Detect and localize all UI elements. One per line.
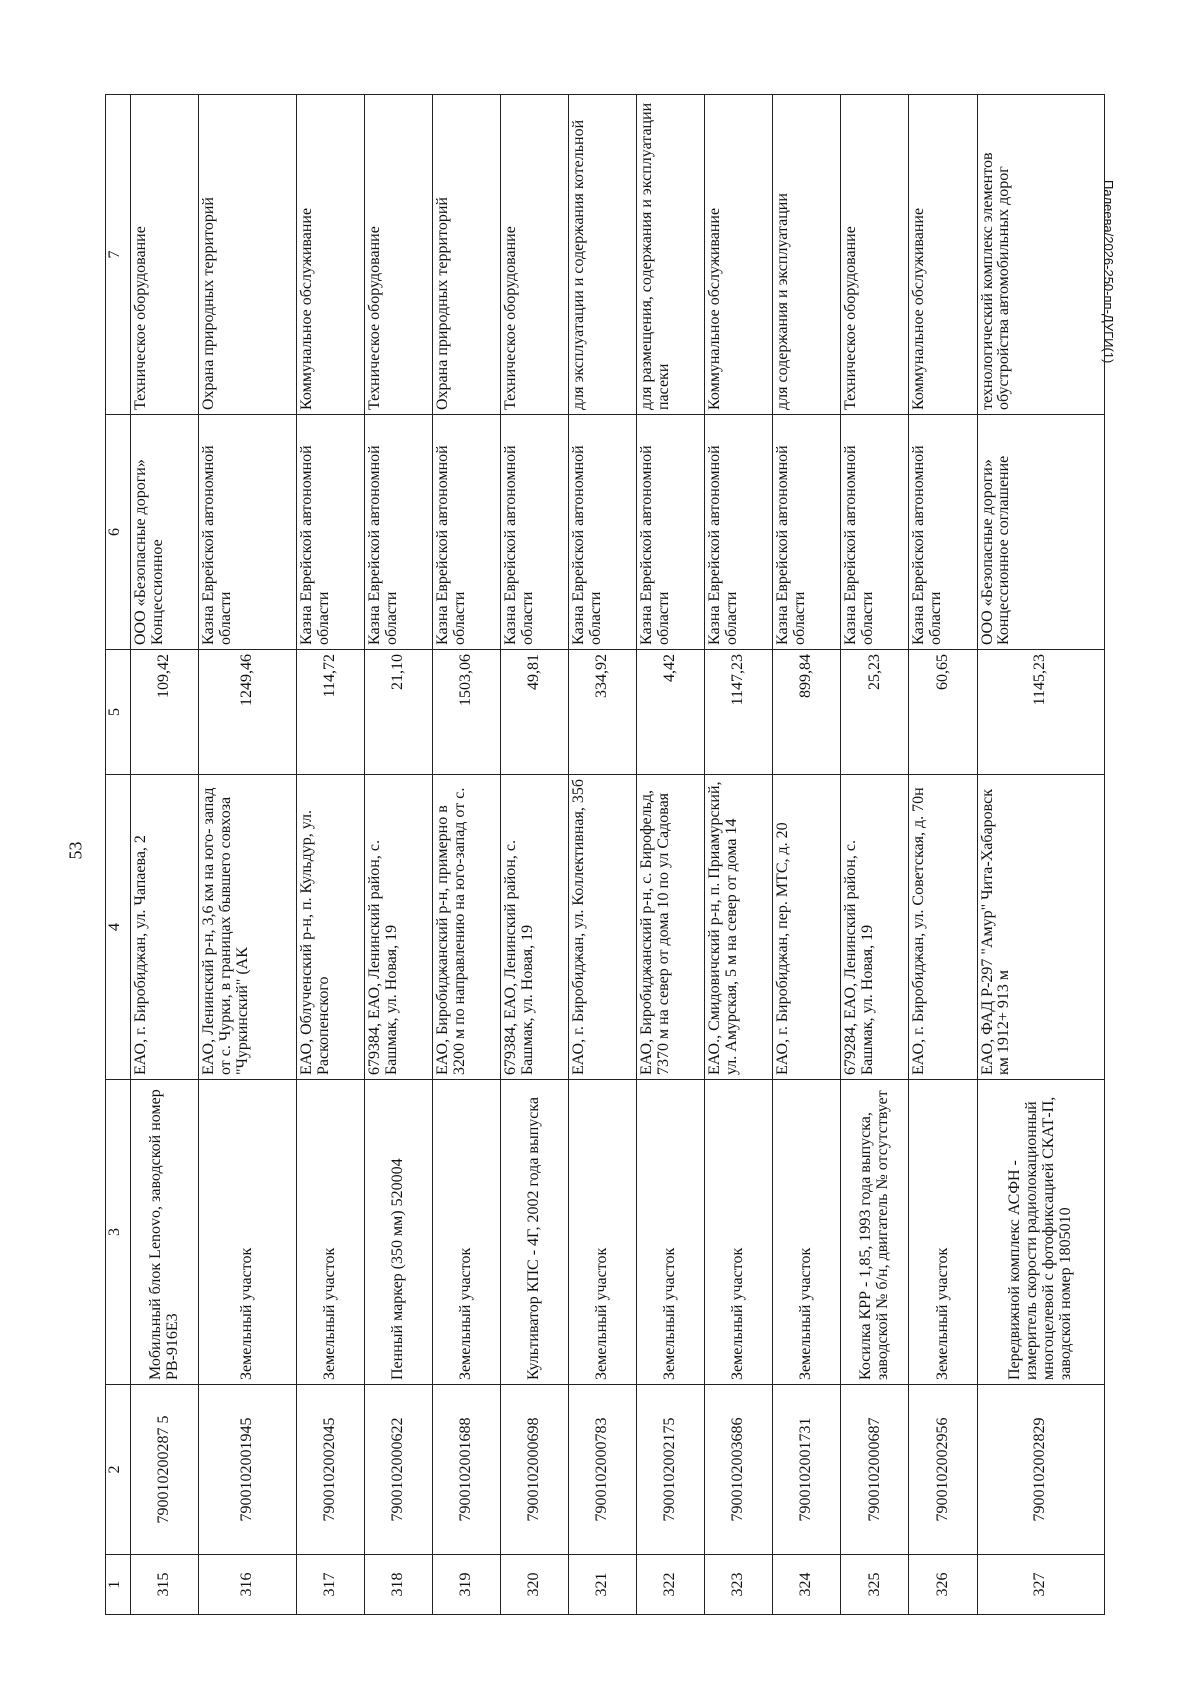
table-row	[296, 95, 364, 1615]
purpose-cell: для размещения, содержания и эксплуатации пасеки	[637, 95, 705, 415]
purpose-cell: Техническое оборудование	[501, 95, 569, 415]
page-number: 53	[65, 841, 86, 860]
object-name-cell: Пенный маркер (350 мм) 520004	[364, 1080, 432, 1385]
value-cell: 25,23	[841, 650, 909, 775]
object-name-cell: Косилка КРР - 1,85, 1993 года выпуска, заводской № б/н, двигатель № отсутствует	[841, 1080, 909, 1385]
object-name-cell: Мобильный блок Lenovo, заводской номер PB-916E3	[131, 1080, 199, 1385]
object-name-cell: Земельный участок	[432, 1080, 500, 1385]
table-row	[637, 95, 705, 1615]
address-cell: ЕАО, Облученский р-н, п. Кульдур, ул. Раскопенского	[296, 775, 364, 1080]
row-number-cell: 326	[909, 1555, 977, 1615]
value-cell: 1503,06	[432, 650, 500, 775]
object-name-cell: Земельный участок	[296, 1080, 364, 1385]
header-cell: 7	[106, 95, 131, 415]
row-number-cell: 315	[131, 1555, 199, 1615]
address-cell: 679284, ЕАО, Ленинский район, с. Башмак, ул. Новая, 19	[841, 775, 909, 1080]
value-cell: 4,42	[637, 650, 705, 775]
inventory-code-cell: 790010200287 5	[131, 1385, 199, 1555]
purpose-cell: Охрана природных территорий	[199, 95, 297, 415]
header-cell: 3	[106, 1080, 131, 1385]
owner-cell: Казна Еврейской автономной области	[909, 415, 977, 650]
purpose-cell: для содержания и эксплуатации	[773, 95, 841, 415]
inventory-code-cell: 7900102001688	[432, 1385, 500, 1555]
value-cell: 49,81	[501, 650, 569, 775]
address-cell: ЕАО, г. Биробиджан, ул. Советская, д. 70н	[909, 775, 977, 1080]
inventory-code-cell: 7900102000622	[364, 1385, 432, 1555]
value-cell: 1249,46	[199, 650, 297, 775]
inventory-code-cell: 7900102000698	[501, 1385, 569, 1555]
table-row	[131, 95, 199, 1615]
owner-cell: Казна Еврейской автономной области	[364, 415, 432, 650]
owner-cell: Казна Еврейской автономной области	[296, 415, 364, 650]
inventory-code-cell: 7900102003686	[705, 1385, 773, 1555]
owner-cell: Казна Еврейской автономной области	[773, 415, 841, 650]
address-cell: ЕАО, ФАД Р-297 "Амур" Чита-Хабаровск км 1912+ 913 м	[977, 775, 1104, 1080]
owner-cell: Казна Еврейской автономной области	[199, 415, 297, 650]
purpose-cell: технологический комплекс элементов обустройства автомобильных дорог	[977, 95, 1104, 415]
address-cell: ЕАО, Биробиджанский р-н, примерно в 3200 м по направлению на юго-запад от с.	[432, 775, 500, 1080]
object-name-cell: Земельный участок	[909, 1080, 977, 1385]
table-row	[432, 95, 500, 1615]
table-row	[773, 95, 841, 1615]
header-cell: 2	[106, 1385, 131, 1555]
address-cell: ЕАО, г. Биробиджан, ул. Коллективная, 35б	[569, 775, 637, 1080]
value-cell: 114,72	[296, 650, 364, 775]
table-row	[909, 95, 977, 1615]
object-name-cell: Передвижной комплекс АСФН - измеритель скорости радиолокационный многоцелевой с фотофиксацией СКАТ-П, заводской номер 1805010	[977, 1080, 1104, 1385]
owner-cell: Казна Еврейской автономной области	[841, 415, 909, 650]
header-row	[106, 95, 131, 1615]
property-table-container	[105, 95, 1105, 1615]
row-number-cell: 324	[773, 1555, 841, 1615]
inventory-code-cell: 7900102002045	[296, 1385, 364, 1555]
purpose-cell: Техническое оборудование	[841, 95, 909, 415]
purpose-cell: Коммунальное обслуживание	[705, 95, 773, 415]
table-row	[705, 95, 773, 1615]
row-number-cell: 323	[705, 1555, 773, 1615]
address-cell: ЕАО, Ленинский р-н, 3,6 км на юго- запад от с. Чурки, в границах бывшего совхоза "Чуркинский" (АК	[199, 775, 297, 1080]
table-row	[364, 95, 432, 1615]
row-number-cell: 319	[432, 1555, 500, 1615]
table-row	[199, 95, 297, 1615]
table-body	[131, 95, 1105, 1615]
inventory-code-cell: 7900102001731	[773, 1385, 841, 1555]
purpose-cell: для эксплуатации и содержания котельной	[569, 95, 637, 415]
purpose-cell: Охрана природных территорий	[432, 95, 500, 415]
row-number-cell: 322	[637, 1555, 705, 1615]
inventory-code-cell: 7900102002956	[909, 1385, 977, 1555]
purpose-cell: Техническое оборудование	[131, 95, 199, 415]
purpose-cell: Коммунальное обслуживание	[909, 95, 977, 415]
row-number-cell: 321	[569, 1555, 637, 1615]
address-cell: ЕАО, Биробиджанский р-н, с. Бирофельд, 7370 м на север от дома 10 по ул Садовая	[637, 775, 705, 1080]
address-cell: ЕАО, г. Биробиджан, пер. МТС, д. 20	[773, 775, 841, 1080]
header-cell: 5	[106, 650, 131, 775]
footer-text: Палеева/2026-250-пп-ДУГИ(1)	[1101, 180, 1116, 364]
table-row	[841, 95, 909, 1615]
inventory-code-cell: 7900102000783	[569, 1385, 637, 1555]
inventory-code-cell: 7900102002829	[977, 1385, 1104, 1555]
row-number-cell: 317	[296, 1555, 364, 1615]
inventory-code-cell: 7900102001945	[199, 1385, 297, 1555]
purpose-cell: Коммунальное обслуживание	[296, 95, 364, 415]
row-number-cell: 320	[501, 1555, 569, 1615]
address-cell: 679384, ЕАО, Ленинский район, с. Башмак, ул. Новая, 19	[501, 775, 569, 1080]
owner-cell: Казна Еврейской автономной области	[637, 415, 705, 650]
owner-cell: Казна Еврейской автономной области	[569, 415, 637, 650]
table-row	[501, 95, 569, 1615]
header-cell: 1	[106, 1555, 131, 1615]
owner-cell: ООО «Безопасные дороги» Концессионное	[131, 415, 199, 650]
address-cell: ЕАО, г. Биробиджан, ул. Чапаева, 2	[131, 775, 199, 1080]
row-number-cell: 316	[199, 1555, 297, 1615]
address-cell: ЕАО., Смидовичский р-н, п. Приамурский, ул. Амурская, 5 м на север от дома 14	[705, 775, 773, 1080]
row-number-cell: 327	[977, 1555, 1104, 1615]
header-cell: 4	[106, 775, 131, 1080]
object-name-cell: Земельный участок	[637, 1080, 705, 1385]
value-cell: 899,84	[773, 650, 841, 775]
inventory-code-cell: 7900102000687	[841, 1385, 909, 1555]
row-number-cell: 325	[841, 1555, 909, 1615]
value-cell: 109,42	[131, 650, 199, 775]
value-cell: 60,65	[909, 650, 977, 775]
purpose-cell: Техническое оборудование	[364, 95, 432, 415]
address-cell: 679384, ЕАО, Ленинский район, с. Башмак, ул. Новая, 19	[364, 775, 432, 1080]
table-row	[569, 95, 637, 1615]
object-name-cell: Земельный участок	[705, 1080, 773, 1385]
property-table	[105, 94, 1105, 1615]
table-row	[977, 95, 1104, 1615]
value-cell: 1147,23	[705, 650, 773, 775]
value-cell: 334,92	[569, 650, 637, 775]
owner-cell: Казна Еврейской автономной области	[705, 415, 773, 650]
row-number-cell: 318	[364, 1555, 432, 1615]
header-cell: 6	[106, 415, 131, 650]
value-cell: 1145,23	[977, 650, 1104, 775]
value-cell: 21,10	[364, 650, 432, 775]
inventory-code-cell: 7900102002175	[637, 1385, 705, 1555]
object-name-cell: Культиватор КПС - 4Г, 2002 года выпуска	[501, 1080, 569, 1385]
object-name-cell: Земельный участок	[199, 1080, 297, 1385]
object-name-cell: Земельный участок	[569, 1080, 637, 1385]
owner-cell: Казна Еврейской автономной области	[501, 415, 569, 650]
owner-cell: ООО «Безопасные дороги» Концессионное соглашение	[977, 415, 1104, 650]
owner-cell: Казна Еврейской автономной области	[432, 415, 500, 650]
object-name-cell: Земельный участок	[773, 1080, 841, 1385]
